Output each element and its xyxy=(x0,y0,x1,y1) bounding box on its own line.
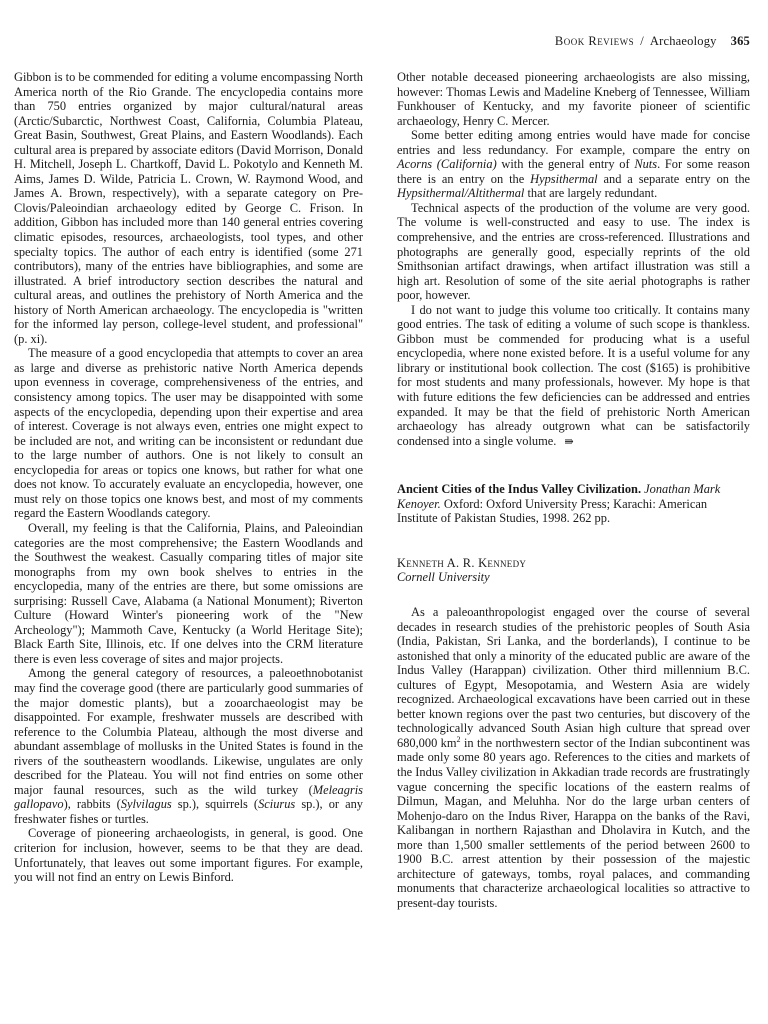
reviewer-block xyxy=(397,556,750,585)
left-paragraph-3: Overall, my feeling is that the California, Plains, and Paleoindian categories are the most comprehensive; the Eastern Woodlands and the Southwest the weakest. Casually comparing titles of major site monographs from my own book shelves to entries in the encyclopedia, many of the entries are there, but some omissions are surprising: Russell Cave, Alabama (a National Monument); Riverton Culture (Howard Winter's pioneering work of the "New Archeology"); Mammoth Cave, Kentucky (a World Heritage Site); Black Earth Site, Illinois, etc. If one delves into the CRM literature there is even less coverage of sites and major projects. xyxy=(14,520,363,666)
text-run: Among the general category of resources, a paleoethnobotanist may find the coverage good (there are particularly good summaries of the major domestic plants), but a zooarchaeologist may be disappointed. For example, freshwater mussels are described with reference to the Columbia Plateau, although the most diverse and abundant assemblage of mollusks in the United States is found in the rivers of the southeastern woodlands. Likewise, ungulates are only described for the Plateau. You will not find entries on some other major faunal resources, such as the wild turkey ( xyxy=(14,666,363,797)
text-run: As a paleoanthropologist engaged over the course of several decades in research studies of the prehistoric peoples of South Asia (India, Pakistan, Sri Lanka, and the borderlands), I continue to be astonished that only a minority of the educated public are aware of the Indus Valley (Harappan) civilization. Other third millennium B.C. cultures of Egypt, Mesopotamia, and Western Asia are widely recognized. Archaeological excavations have been carried out in these better known regions over the past two centuries, but discovery of the technologically advanced South Asian high culture that spread over 680,000 km xyxy=(397,604,750,750)
entry-title: Acorns (California) xyxy=(397,157,497,172)
entry-title: Nuts xyxy=(634,157,658,172)
reviewer-name: Kenneth A. R. Kennedy xyxy=(397,555,527,570)
text-run: . For some reason there is an entry on the xyxy=(397,157,750,186)
review-publication-info: Oxford: Oxford University Press; Karachi: American Institute of Pakistan Studies, 1998. 262 pp. xyxy=(397,496,708,526)
review-book-author: Jonathan Mark Kenoyer. xyxy=(397,482,721,511)
superscript: 2 xyxy=(456,734,461,744)
review-book-title: Ancient Cities of the Indus Valley Civilization. xyxy=(397,482,642,497)
left-paragraph-2: The measure of a good encyclopedia that attempts to cover an area as large and diverse as prehistoric native North America depends upon evenness in coverage, comprehensiveness of the entries, and consistency among topics. The user may be disappointed with some aspects of the encyclopedia, depending upon their expertise and area of interest. Coverage is not always even, entries one might expect to be included are not, and writing can be inconsistent or redundant due to the large number of authors. One is not likely to consult an encyclopedia for areas or topics one knows, but rather for what one does not know. To accurately evaluate an encyclopedia, however, one must rely on those topics one knows best, and most of my comments regard the Eastern Woodlands category. xyxy=(14,346,363,521)
text-run: in the northwestern sector of the Indian subcontinent was made only some 80 years ago. References to the cities and markets of the Indus Valley civilization in Akkadian trade records are frustratingly vague concerning the specific locations of the eastern realms of Dilmun, Magan, and Meluhha. Nor do the large urban centers of Mohenjo-daro on the Indus River, Harappa on the banks of the Ravi, Kalibangan in northern Rajasthan and Dholavira in Kutch, and the more than 1,500 smaller settlements of the period between 2600 to 1900 B.C. arrest attention by their possession of the majestic architecture of gateways, tombs, royal palaces, and commanding monuments that characterize archaeological localities so attractive to present-day tourists. xyxy=(397,735,751,910)
left-paragraph-1: Gibbon is to be commended for editing a volume encompassing North America north of the Rio Grande. The encyclopedia contains more than 750 entries organized by major cultural/natural areas (Arctic/Subarctic, Northwest Coast, California, Columbia Plateau, Great Basin, Southwest, Great Plains, and Eastern Woodlands). Each cultural area is prepared by associate editors (David Morrison, Donald H. Mitchell, Joseph L. Chartkoff, David L. Pokotylo and Kenneth M. Aims, James D. Wilde, Patricia L. Crown, W. Raymond Wood, and James A. Brown, respectively), with a separate category on Pre-Clovis/Paleoindian archaeology edited by George C. Frison. In addition, Gibbon has included more than 140 general entries covering climatic episodes, resources, archaeologists, tool types, and other specialty topics. The author of each entry is identified (some 271 contributors), many of the entries have bibliographies, and some are illustrated. A brief introductory section describes the natural and cultural areas, and outlines the prehistory of North America and the history of North American archaeology. The encyclopedia is "written for the informed lay person, college-level student, and professional" (p. xi). xyxy=(14,70,363,346)
left-column xyxy=(14,70,363,885)
right-paragraph-2 xyxy=(397,128,750,201)
text-run: I do not want to judge this volume too critically. It contains many good entries. The task of editing a volume of such scope is thankless. Gibbon must be commended for producing what is a useful encyclopedia, where none existed before. It is a useful volume for any library or institutional book collection. The cost ($165) is prohibitive for most students and many professionals, however. My hope is that with future editions the few deficiencies can be addressed and entries expanded. It may be that the field of prehistoric North American archaeology has already outgrown what can be satisfactorily condensed into a single volume. xyxy=(397,302,750,448)
header-separator: / xyxy=(640,34,644,48)
genus-name: Sciurus xyxy=(258,797,296,812)
genus-name: Sylvilagus xyxy=(120,797,172,812)
text-run: sp.), or any freshwater fishes or turtles. xyxy=(14,797,363,826)
header-section: Book Reviews xyxy=(554,34,635,48)
right-paragraph-3: Technical aspects of the production of the volume are very good. The volume is well-constructed and easy to use. The index is comprehensive, and the entries are cross-referenced. Illustrations and photographs are generally good, especially reprints of the old Smithsonian artifact drawings, when artifact illustration was still a high art. Resolution of some of the site aerial photographs is rather poor, however. xyxy=(397,200,750,303)
reviewer-affiliation: Cornell University xyxy=(397,570,490,585)
end-of-review-arrow-icon: ⇛ xyxy=(564,435,574,448)
page-number: 365 xyxy=(730,34,750,48)
text-run: that are largely redundant. xyxy=(524,186,658,201)
right-column xyxy=(397,70,750,910)
review-heading xyxy=(397,482,750,526)
running-header xyxy=(555,34,750,49)
species-name: Meleagris gallopavo xyxy=(14,782,363,812)
text-run: with the general entry of xyxy=(496,157,635,172)
entry-title: Hypsithermal/Altithermal xyxy=(397,186,525,201)
entry-title: Hypsithermal xyxy=(530,171,598,186)
text-run: sp.), squirrels ( xyxy=(171,797,259,812)
left-paragraph-5: Coverage of pioneering archaeologists, in general, is good. One criterion for inclusion, however, seems to be that they are dead. Unfortunately, that leaves out some important figures. For example, you will not find an entry on Lewis Binford. xyxy=(14,826,363,885)
header-subsection: Archaeology xyxy=(649,34,717,48)
right-paragraph-4 xyxy=(397,303,750,449)
text-run: ), rabbits ( xyxy=(63,797,121,812)
text-run: and a separate entry on the xyxy=(597,171,751,186)
text-run: Some better editing among entries would have made for concise entries and less redundancy. For example, compare the entry on xyxy=(397,128,750,157)
right-paragraph-1: Other notable deceased pioneering archaeologists are also missing, however: Thomas Lewis and Madeline Kneberg of Tennessee, William Funkhouser of Kentucky, and my favorite pioneer of scientific archaeology, Henry C. Mercer. xyxy=(397,70,750,128)
left-paragraph-4 xyxy=(14,666,363,826)
review-body-paragraph xyxy=(397,605,750,910)
